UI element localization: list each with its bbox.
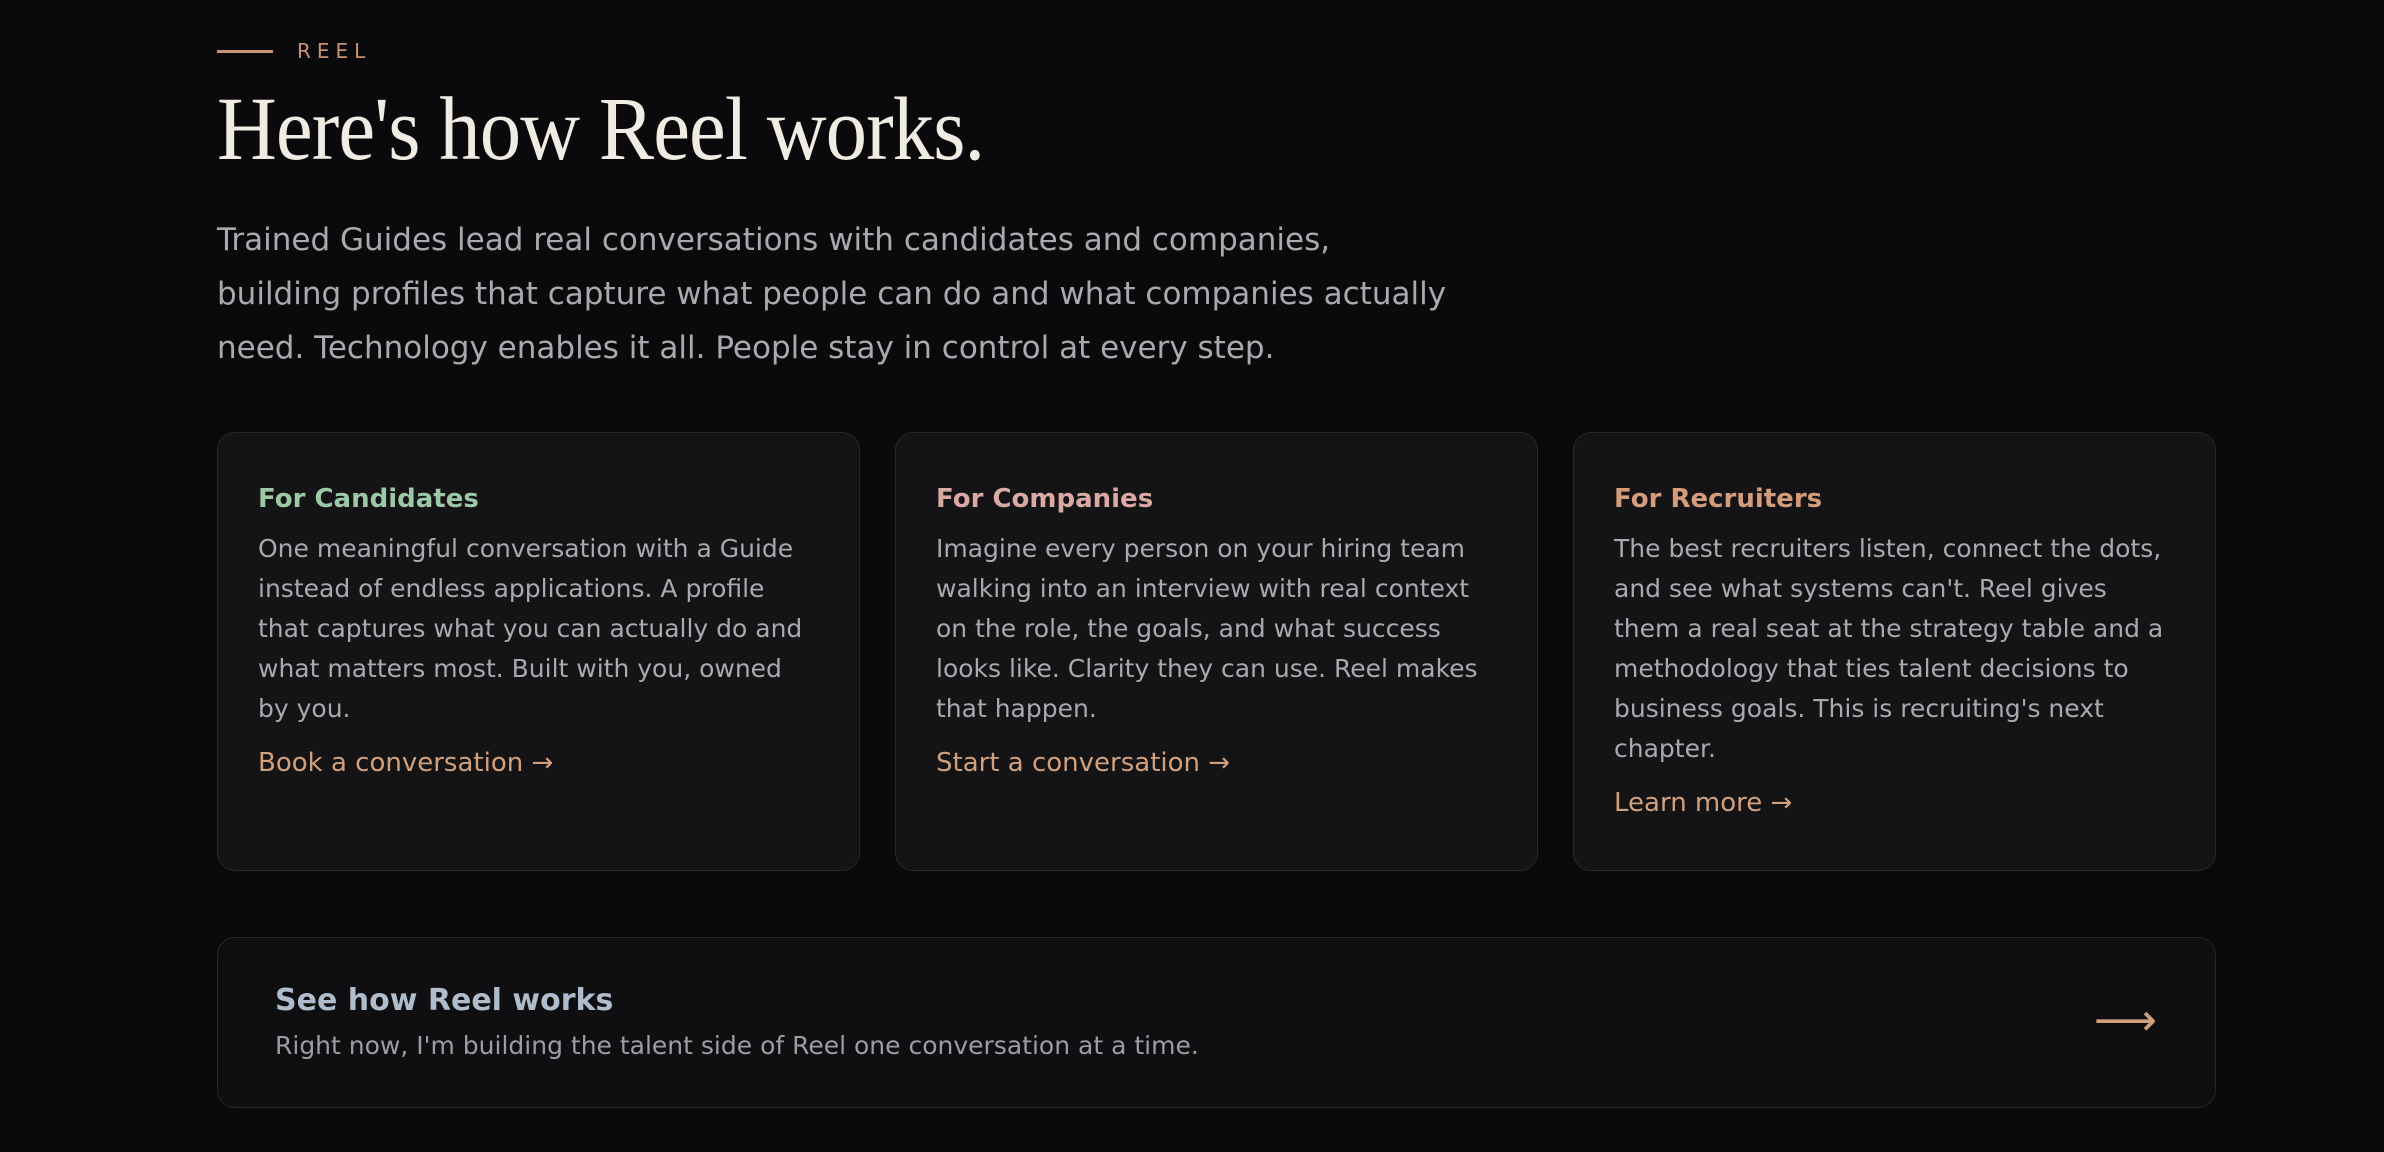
card-companies — [895, 432, 1538, 871]
banner-subtitle: Right now, I'm building the talent side of Reel one conversation at a time. — [275, 1031, 1199, 1060]
card-title: For Recruiters — [1614, 484, 1823, 514]
learn-more-link[interactable]: Learn more → — [1614, 788, 1793, 818]
start-conversation-link[interactable]: Start a conversation → — [936, 748, 1231, 778]
card-body: One meaningful conversation with a Guide instead of endless applications. A profile that captures what you can actually do and what matters most. Built with you, owned by you. — [258, 534, 803, 723]
book-conversation-link[interactable]: Book a conversation → — [258, 748, 554, 778]
see-how-reel-works-banner[interactable] — [217, 937, 2216, 1108]
hero-description: Trained Guides lead real conversations with candidates and companies, building profiles that capture what people can do and what companies actually need. Technology enables it all. People stay in control at every step. — [217, 222, 1447, 366]
banner-title: See how Reel works — [275, 983, 614, 1018]
card-title: For Companies — [936, 484, 1154, 514]
eyebrow-label: REEL — [297, 39, 372, 63]
eyebrow — [217, 36, 371, 66]
page-title: Here's how Reel works. — [217, 80, 985, 179]
card-title: For Candidates — [258, 484, 479, 514]
card-body: The best recruiters listen, connect the dots, and see what systems can't. Reel gives them a real seat at the strategy table and a methodology that ties talent decisions to business goals. This is recruiting's next chapter. — [1614, 534, 2164, 763]
card-body: Imagine every person on your hiring team walking into an interview with real context on the role, the goals, and what success looks like. Clarity they can use. Reel makes that happen. — [936, 534, 1478, 723]
eyebrow-line — [217, 50, 273, 53]
arrow-right-icon[interactable]: ⟶ — [2093, 995, 2157, 1046]
card-recruiters — [1573, 432, 2216, 871]
card-candidates — [217, 432, 860, 871]
